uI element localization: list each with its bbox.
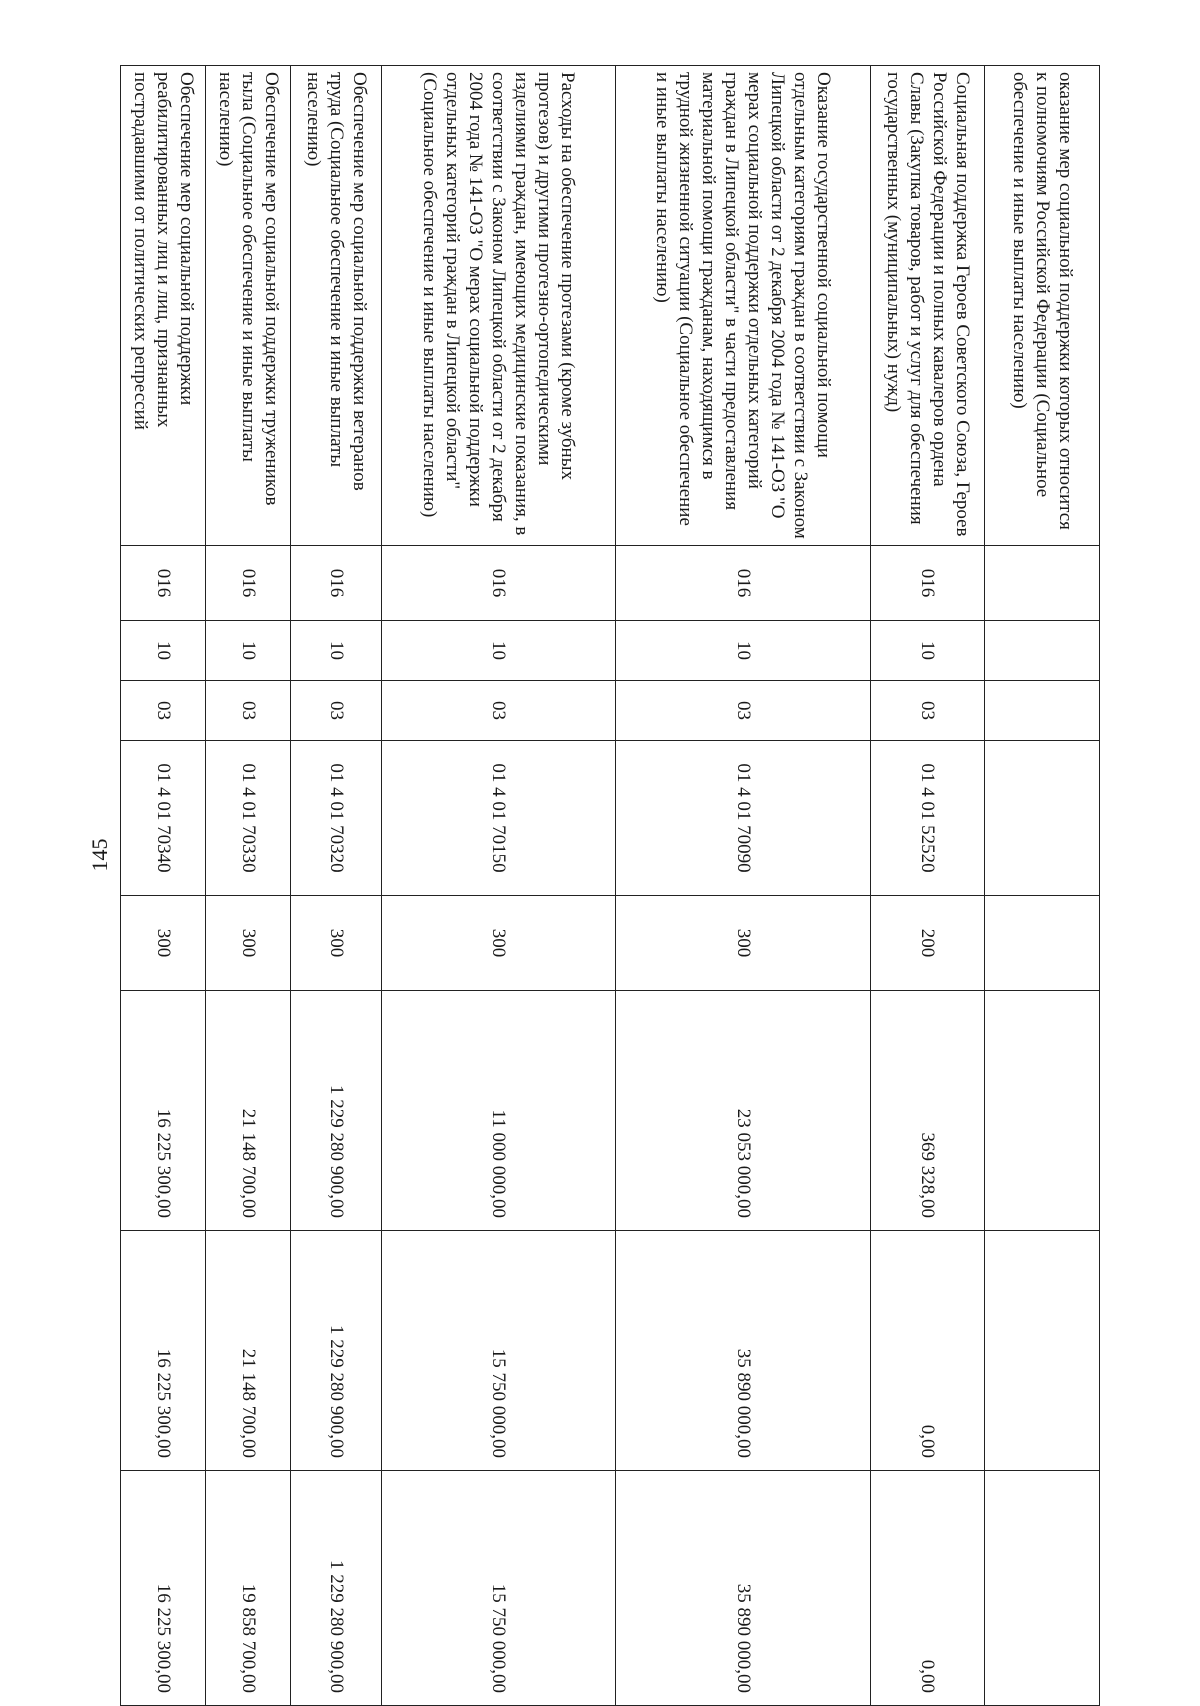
section-code: 10 [291, 621, 381, 681]
ministry-code [985, 546, 1100, 621]
row-name: Социальная поддержка Героев Советского Союза, Героев Российской Федерации и полных кавалеров ордена Славы (Закупка товаров, работ и услуг для обеспечения государственных (муниципальных) нужд) [871, 66, 985, 546]
sum-2: 16 225 300,00 [121, 1231, 206, 1471]
expense-type: 300 [615, 896, 870, 991]
section-code [985, 621, 1100, 681]
sum-3: 1 229 280 900,00 [291, 1471, 381, 1706]
sum-1: 21 148 700,00 [206, 991, 291, 1231]
table-row [206, 66, 291, 1706]
rotated-table-wrapper [120, 65, 1100, 1705]
sum-2: 1 229 280 900,00 [291, 1231, 381, 1471]
row-name: Обеспечение мер социальной поддержки тружеников тыла (Социальное обеспечение и иные выплаты населению) [206, 66, 291, 546]
sum-1: 11 000 000,00 [381, 991, 615, 1231]
sum-3: 16 225 300,00 [121, 1471, 206, 1706]
subsection-code: 03 [291, 681, 381, 741]
table-row [381, 66, 615, 1706]
page-number: 145 [87, 838, 112, 872]
table-row [121, 66, 206, 1706]
target-article: 01 4 01 52520 [871, 741, 985, 896]
sum-3: 35 890 000,00 [615, 1471, 870, 1706]
target-article: 01 4 01 70150 [381, 741, 615, 896]
section-code: 10 [206, 621, 291, 681]
section-code: 10 [121, 621, 206, 681]
subsection-code: 03 [615, 681, 870, 741]
sum-3 [985, 1471, 1100, 1706]
ministry-code: 016 [381, 546, 615, 621]
subsection-code: 03 [381, 681, 615, 741]
sum-2: 0,00 [871, 1231, 985, 1471]
subsection-code: 03 [121, 681, 206, 741]
expense-type: 300 [381, 896, 615, 991]
sum-1: 16 225 300,00 [121, 991, 206, 1231]
row-name: Обеспечение мер социальной поддержки ветеранов труда (Социальное обеспечение и иные выплаты населению) [291, 66, 381, 546]
row-name: Расходы на обеспечение протезами (кроме зубных протезов) и другими протезно-ортопедическими изделиями граждан, имеющих медицинские показания, в соответствии с Законом Липецкой области от 2 декабря 2004 года № 141-ОЗ "О мерах социальной поддержки отдельных категорий граждан в Липецкой области" (Социальное обеспечение и иные выплаты населению) [381, 66, 615, 546]
target-article: 01 4 01 70340 [121, 741, 206, 896]
ministry-code: 016 [121, 546, 206, 621]
target-article: 01 4 01 70320 [291, 741, 381, 896]
expense-type [985, 896, 1100, 991]
row-name: Оказание государственной социальной помощи отдельным категориям граждан в соответствии с Законом Липецкой области от 2 декабря 2004 года № 141-ОЗ "О мерах социальной поддержки отдельных категорий граждан в Липецкой области" в части предоставления материальной помощи гражданам, находящимся в трудной жизненной ситуации (Социальное обеспечение и иные выплаты населению) [615, 66, 870, 546]
sum-1 [985, 991, 1100, 1231]
sum-1: 369 328,00 [871, 991, 985, 1231]
expense-type: 300 [121, 896, 206, 991]
ministry-code: 016 [871, 546, 985, 621]
sum-3: 0,00 [871, 1471, 985, 1706]
subsection-code: 03 [871, 681, 985, 741]
sum-1: 1 229 280 900,00 [291, 991, 381, 1231]
sum-2: 21 148 700,00 [206, 1231, 291, 1471]
table-row [291, 66, 381, 1706]
section-code: 10 [615, 621, 870, 681]
sum-2: 15 750 000,00 [381, 1231, 615, 1471]
sum-2: 35 890 000,00 [615, 1231, 870, 1471]
ministry-code: 016 [206, 546, 291, 621]
table-row [871, 66, 985, 1706]
target-article: 01 4 01 70330 [206, 741, 291, 896]
sum-3: 19 858 700,00 [206, 1471, 291, 1706]
ministry-code: 016 [615, 546, 870, 621]
subsection-code: 03 [206, 681, 291, 741]
section-code: 10 [381, 621, 615, 681]
target-article: 01 4 01 70090 [615, 741, 870, 896]
row-name: Обеспечение мер социальной поддержки реабилитированных лиц и лиц, признанных пострадавшими от политических репрессий [121, 66, 206, 546]
ministry-code: 016 [291, 546, 381, 621]
section-code: 10 [871, 621, 985, 681]
sum-3: 15 750 000,00 [381, 1471, 615, 1706]
table-row [985, 66, 1100, 1706]
expense-type: 300 [291, 896, 381, 991]
target-article [985, 741, 1100, 896]
sum-1: 23 053 000,00 [615, 991, 870, 1231]
expense-type: 300 [206, 896, 291, 991]
row-name: оказание мер социальной поддержки которых относится к полномочиям Российской Федерации (Социальное обеспечение и иные выплаты населению) [985, 66, 1100, 546]
table-row [615, 66, 870, 1706]
sum-2 [985, 1231, 1100, 1471]
subsection-code [985, 681, 1100, 741]
expense-type: 200 [871, 896, 985, 991]
budget-table [120, 65, 1100, 1706]
